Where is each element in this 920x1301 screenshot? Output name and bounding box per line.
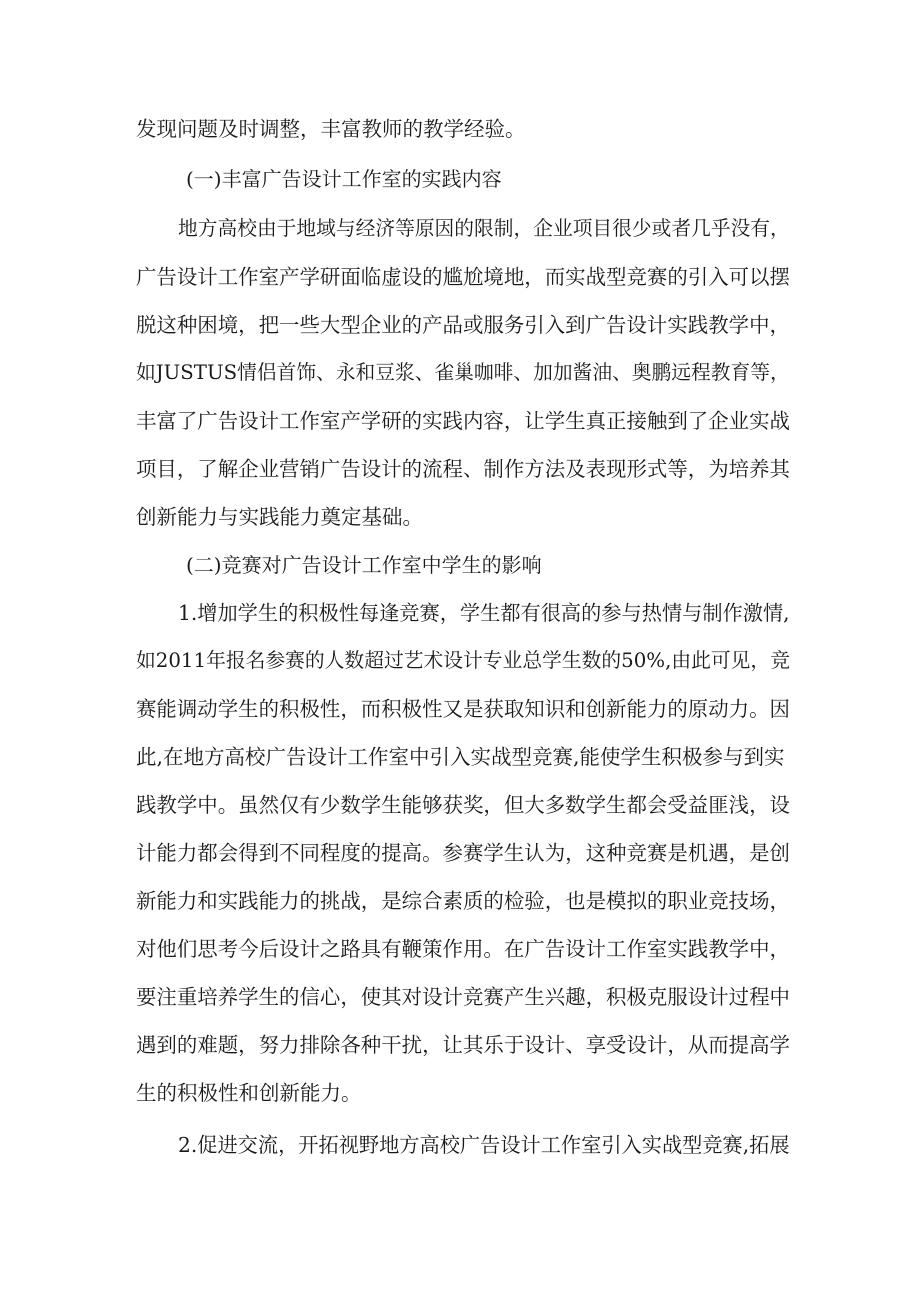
document-page: 发现问题及时调整，丰富教师的教学经验。 (一)丰富广告设计工作室的实践内容 地方高校由于地域与经济等原因的限制，企业项目很少或者几乎没有， 广告设计工作室产学研面临虚设的尴尬境地，而实战型竞赛的引入可以摆 脱这种困境，把一些大型企业的产品或服务引入到广告设计实践教学中， 如JUSTUS情侣首饰、永和豆浆、雀巢咖啡、加加酱油、奥鹏远程教育等， 丰富了广告设计工作室产学研的实践内容，让学生真正接触到了企业实战 项目，了解企业营销广告设计的流程、制作方法及表现形式等，为培养其 创新能力与实践能力奠定基础。 (二)竞赛对广告设计工作室中学生的影响 1.增加学生的积极性每逢竞赛，学生都有很高的参与热情与制作激情, 如2011年报名参赛的人数超过艺术设计专业总学生数的50%,由此可见，竞 赛能调动学生的积极性，而积极性又是获取知识和创新能力的原动力。因 此,在地方高校广告设计工作室中引入实战型竞赛,能使学生积极参与到实 践教学中。虽然仅有少数学生能够获奖，但大多数学生都会受益匪浅，设 计能力都会得到不同程度的提高。参赛学生认为，这种竞赛是机遇，是创 新能力和实践能力的挑战，是综合素质的检验，也是模拟的职业竞技场， 对他们思考今后设计之路具有鞭策作用。在广告设计工作室实践教学中， 要注重培养学生的信心，使其对设计竞赛产生兴趣，积极克服设计过程中 遇到的难题，努力排除各种干扰，让其乐于设计、享受设计，从而提高学 生的积极性和创新能力。 2.促进交流，开拓视野地方高校广告设计工作室引入实战型竞赛,拓展 (0, 0, 920, 1301)
